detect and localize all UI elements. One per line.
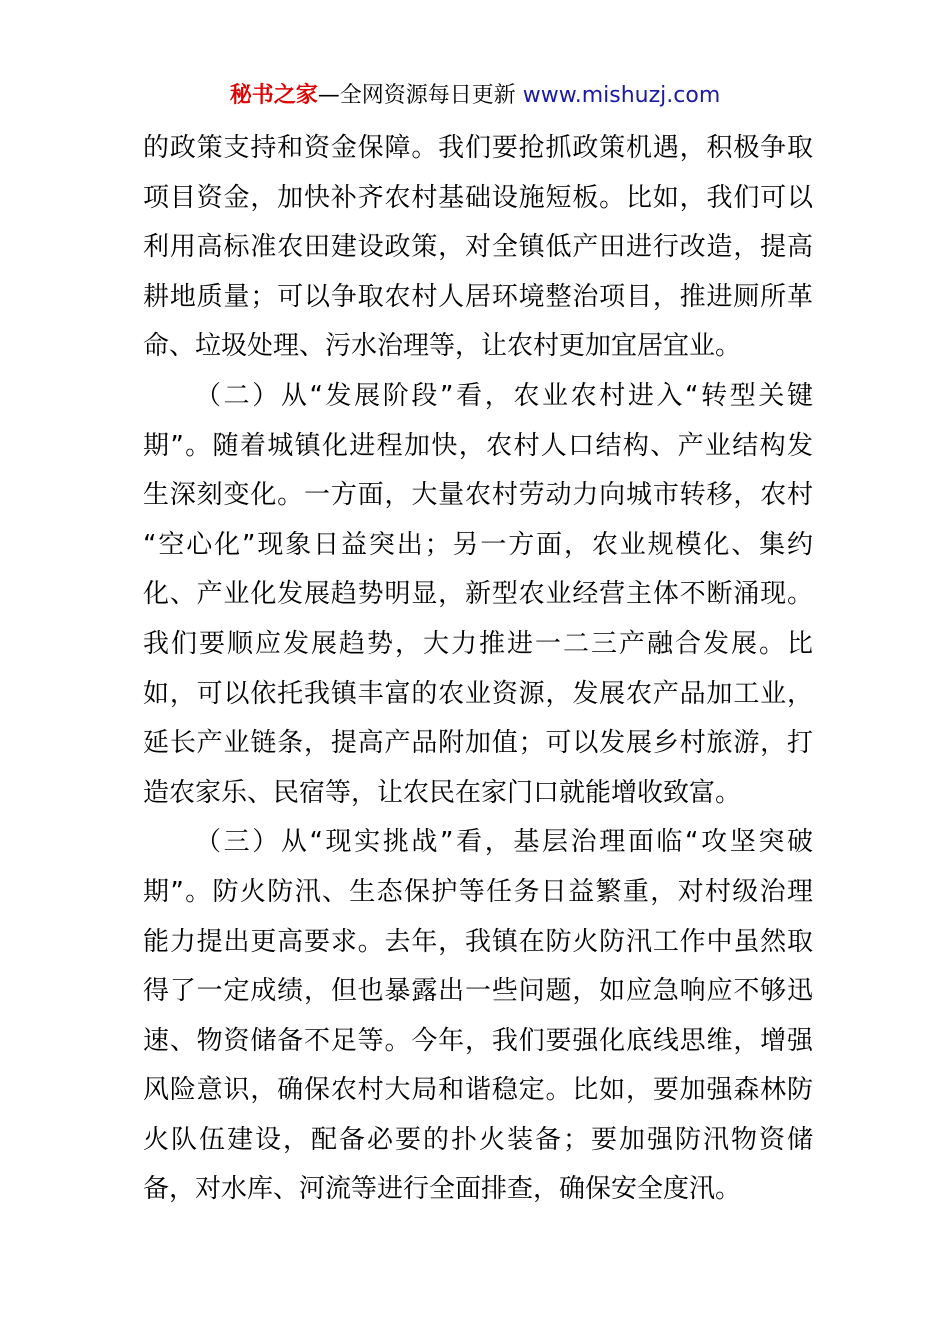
site-url: www.mishuzj.com [522,83,721,108]
document-body [143,124,813,1215]
text-line: 造农家乐、民宿等，让农民在家门口就能增收致富。 [143,777,742,808]
text-line: 风险意识，确保农村大局和谐稳定。比如，要加强森林防 [143,1075,813,1106]
text-line: 生深刻变化。一方面，大量农村劳动力向城市转移，农村 [143,480,813,511]
site-tagline: —全网资源每日更新 [317,83,523,108]
text-line: 项目资金，加快补齐农村基础设施短板。比如，我们可以 [143,182,813,213]
text-line: 能力提出更高要求。去年，我镇在防火防汛工作中虽然取 [143,926,813,957]
text-line: 期”。防火防汛、生态保护等任务日益繁重，对村级治理 [143,876,813,907]
site-brand: 秘书之家 [229,83,318,108]
text-line: 利用高标准农田建设政策，对全镇低产田进行改造，提高 [143,232,813,263]
section-heading-line: （三）从“现实挑战”看，基层治理面临“攻坚突破 [195,827,813,858]
text-line: 如，可以依托我镇丰富的农业资源，发展农产品加工业， [143,678,813,709]
text-line: 的政策支持和资金保障。我们要抢抓政策机遇，积极争取 [143,133,813,163]
text-line: 耕地质量；可以争取农村人居环境整治项目，推进厕所革 [143,281,813,312]
text-line: 我们要顺应发展趋势，大力推进一二三产融合发展。比 [143,628,813,659]
text-line: 备，对水库、河流等进行全面排查，确保安全度汛。 [143,1174,742,1205]
text-line: 速、物资储备不足等。今年，我们要强化底线思维，增强 [143,1025,813,1056]
text-line: 火队伍建设，配备必要的扑火装备；要加强防汛物资储 [143,1124,813,1155]
text-line: 化、产业化发展趋势明显，新型农业经营主体不断涌现。 [143,579,813,610]
text-line: 命、垃圾处理、污水治理等，让农村更加宜居宜业。 [143,331,742,362]
text-line: 得了一定成绩，但也暴露出一些问题，如应急响应不够迅 [143,976,813,1007]
text-line: 延长产业链条，提高产品附加值；可以发展乡村旅游，打 [143,728,813,759]
section-heading-line: （二）从“发展阶段”看，农业农村进入“转型关键 [195,380,813,411]
text-line: “空心化”现象日益突出；另一方面，农业规模化、集约 [143,529,813,560]
text-line: 期”。随着城镇化进程加快，农村人口结构、产业结构发 [143,430,813,461]
site-header [0,80,950,112]
